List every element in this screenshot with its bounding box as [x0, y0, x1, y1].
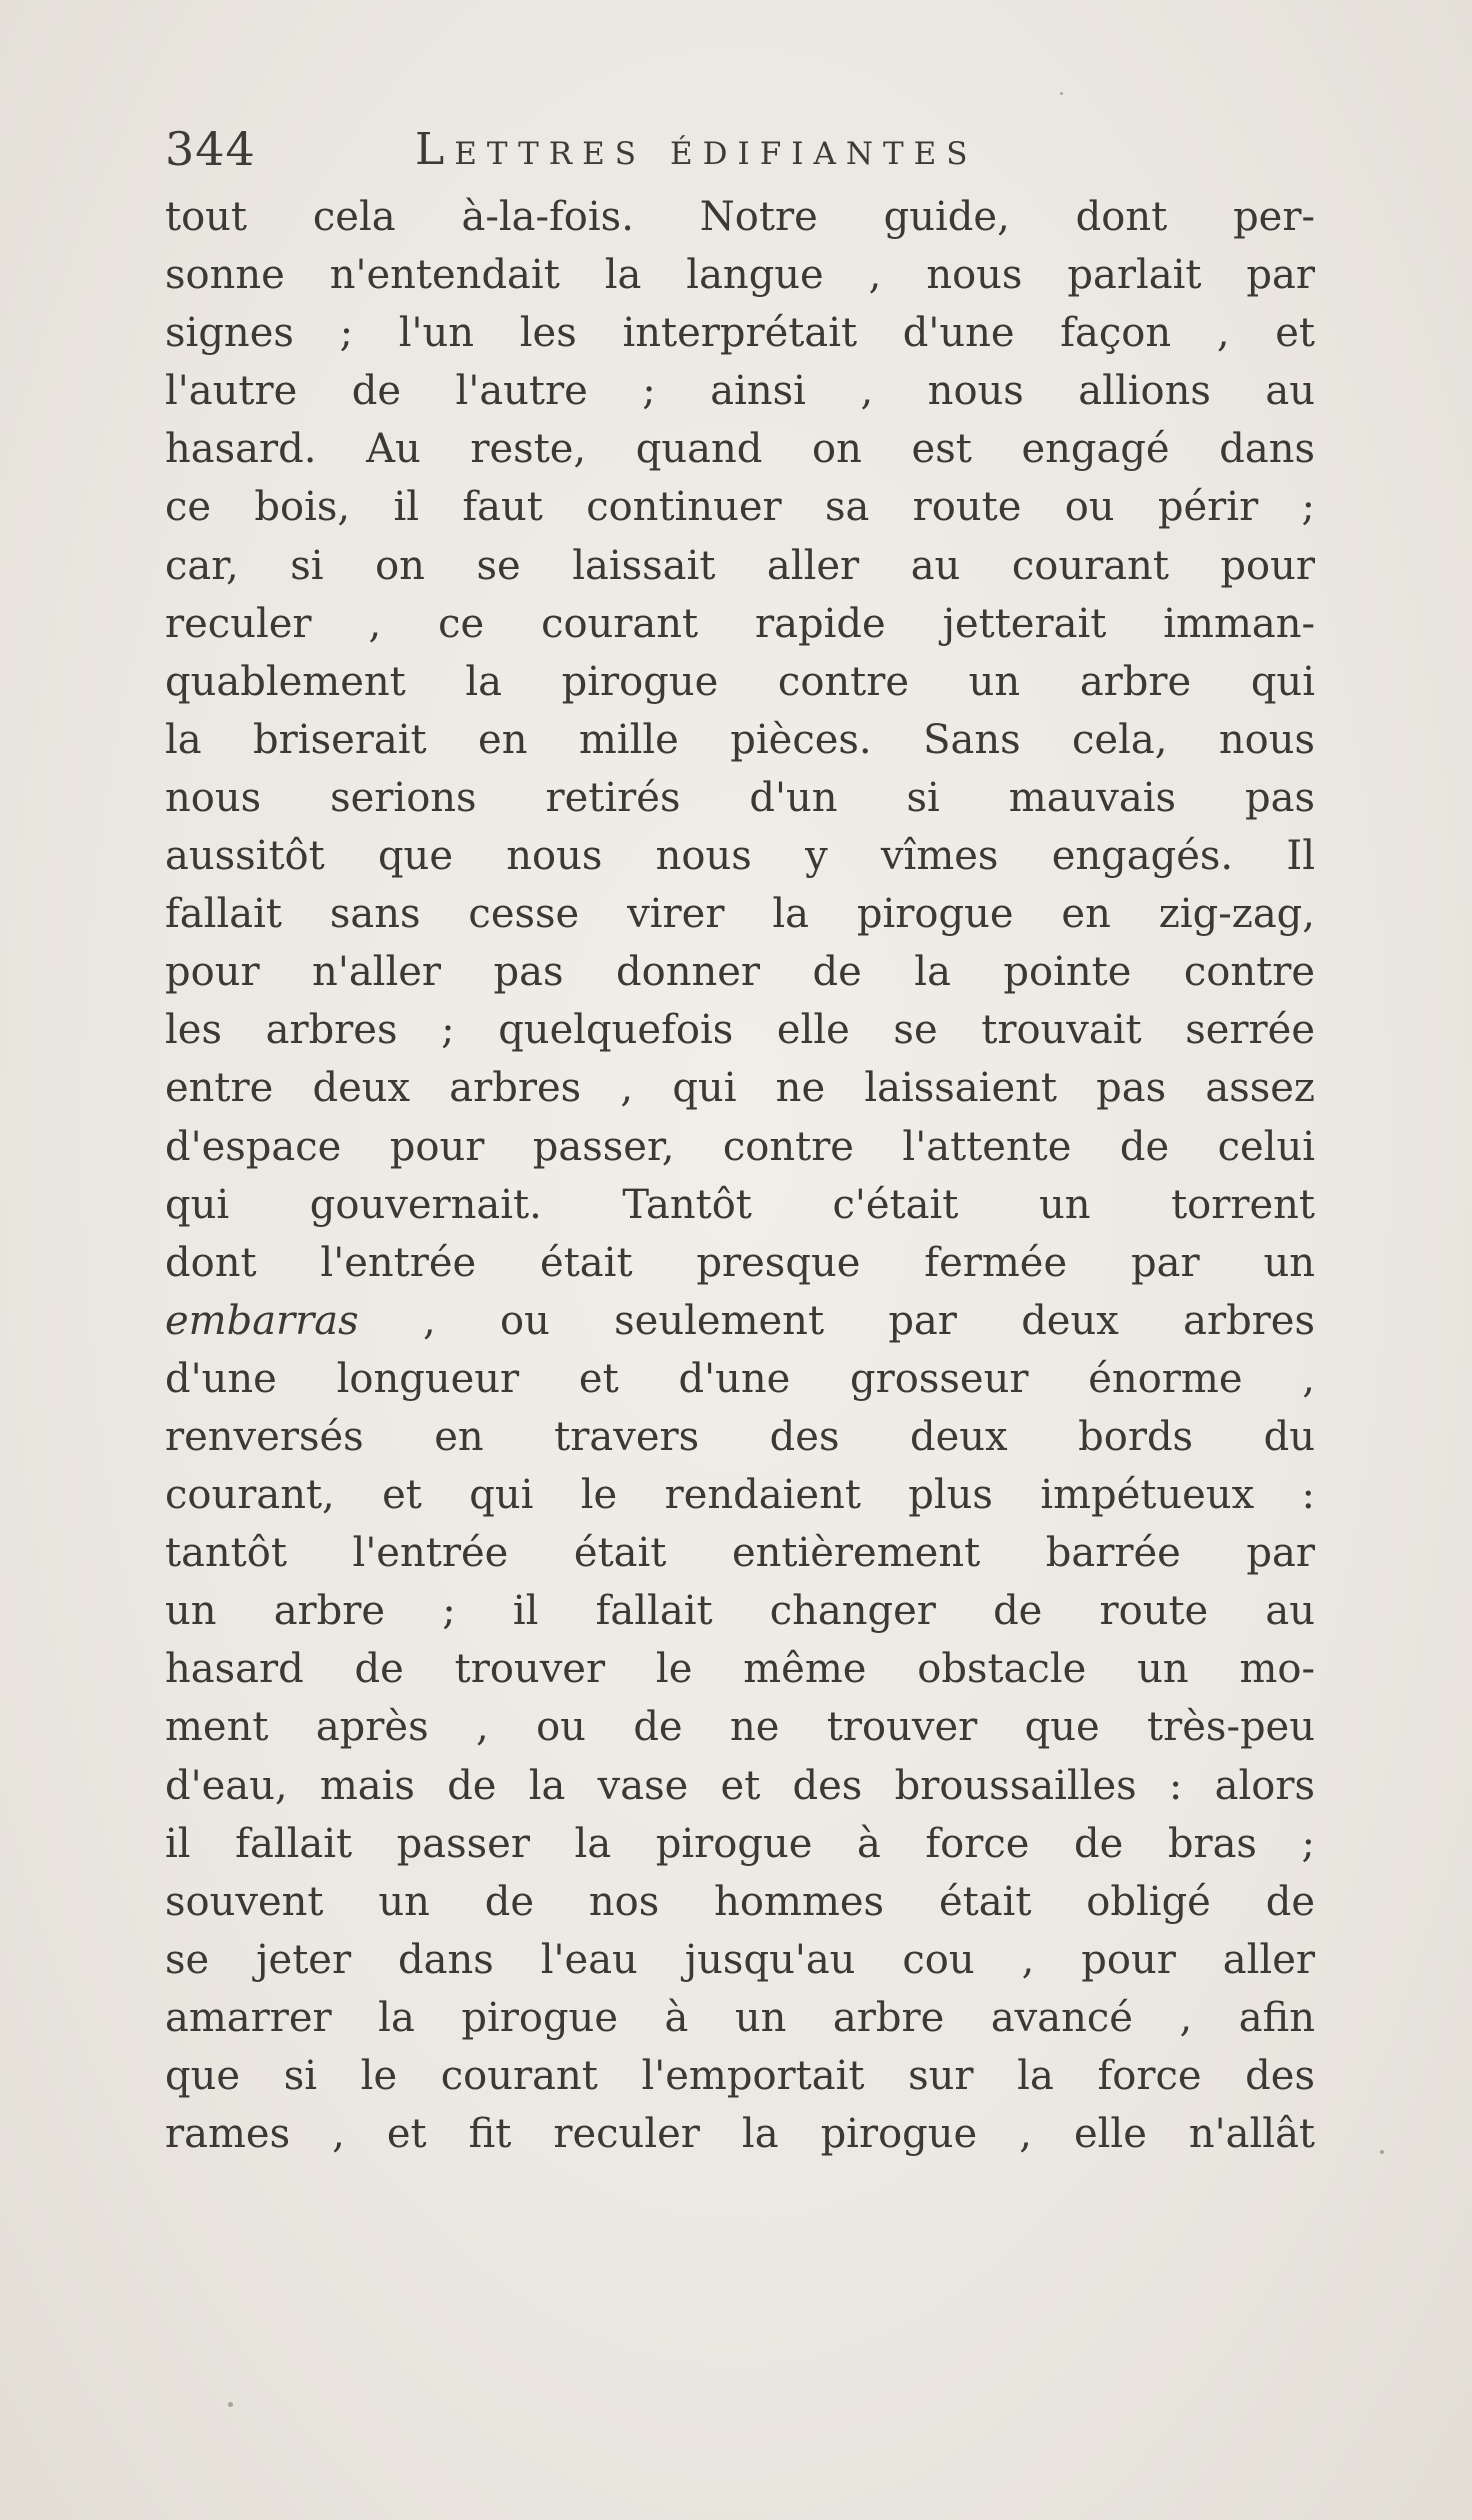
text-line-embarras [165, 1292, 1315, 1350]
text-line: signes ; l'un les interprétait d'une façon , et [165, 310, 1315, 357]
text-line: aussitôt que nous nous y vîmes engagés. Il [165, 833, 1315, 880]
text-line: ment après , ou de ne trouver que très-peu [165, 1704, 1315, 1751]
text-line: qui gouvernait. Tantôt c'était un torrent [165, 1181, 1315, 1228]
text-line: les arbres ; quelquefois elle se trouvait serrée [165, 1007, 1315, 1054]
text-line: d'eau, mais de la vase et des broussailles : alors [165, 1762, 1315, 1809]
text-line: un arbre ; il fallait changer de route au [165, 1588, 1315, 1635]
text-line: nous serions retirés d'un si mauvais pas [165, 774, 1315, 821]
text-line: fallait sans cesse virer la pirogue en zig-zag, [165, 891, 1315, 938]
body-text [165, 188, 1315, 2163]
text-line: hasard. Au reste, quand on est engagé dans [165, 426, 1315, 473]
running-title: Lettres édifiantes [415, 124, 978, 175]
text-line: hasard de trouver le même obstacle un mo- [165, 1646, 1315, 1693]
text-line: quablement la pirogue contre un arbre qui [165, 658, 1315, 705]
text-line: renversés en travers des deux bords du [165, 1413, 1315, 1460]
text-line: rames , et fit reculer la pirogue , elle n'allât [165, 2111, 1315, 2158]
text-line: entre deux arbres , qui ne laissaient pas assez [165, 1065, 1315, 1112]
text-line: sonne n'entendait la langue , nous parlait par [165, 252, 1315, 299]
paper-speck [1060, 92, 1063, 95]
text-line: amarrer la pirogue à un arbre avancé , afin [165, 1994, 1315, 2041]
page-header [165, 122, 1315, 180]
text-line: courant, et qui le rendaient plus impétueux : [165, 1472, 1315, 1519]
text-line: ce bois, il faut continuer sa route ou périr ; [165, 484, 1315, 531]
text-line: se jeter dans l'eau jusqu'au cou , pour aller [165, 1936, 1315, 1983]
text-line: d'espace pour passer, contre l'attente de celui [165, 1123, 1315, 1170]
text-line: la briserait en mille pièces. Sans cela, nous [165, 716, 1315, 763]
text-line: car, si on se laissait aller au courant pour [165, 542, 1315, 589]
text-line: pour n'aller pas donner de la pointe contre [165, 949, 1315, 996]
text-line: d'une longueur et d'une grosseur énorme , [165, 1355, 1315, 1402]
paper-speck [228, 2402, 233, 2407]
italic-word: embarras [165, 1297, 359, 1344]
text-line: dont l'entrée était presque fermée par un [165, 1239, 1315, 1286]
text-line: il fallait passer la pirogue à force de bras ; [165, 1820, 1315, 1867]
text-line: que si le courant l'emportait sur la force des [165, 2053, 1315, 2099]
text-line: l'autre de l'autre ; ainsi , nous allions au [165, 368, 1315, 415]
paper-speck [1380, 2150, 1384, 2154]
page-number: 344 [165, 122, 256, 176]
text-line: reculer , ce courant rapide jetterait imman- [165, 600, 1315, 647]
line-remainder: , ou seulement par deux arbres [358, 1297, 1315, 1344]
text-line: souvent un de nos hommes était obligé de [165, 1878, 1315, 1925]
text-line: tantôt l'entrée était entièrement barrée par [165, 1530, 1315, 1577]
text-line: tout cela à-la-fois. Notre guide, dont per- [165, 194, 1315, 240]
